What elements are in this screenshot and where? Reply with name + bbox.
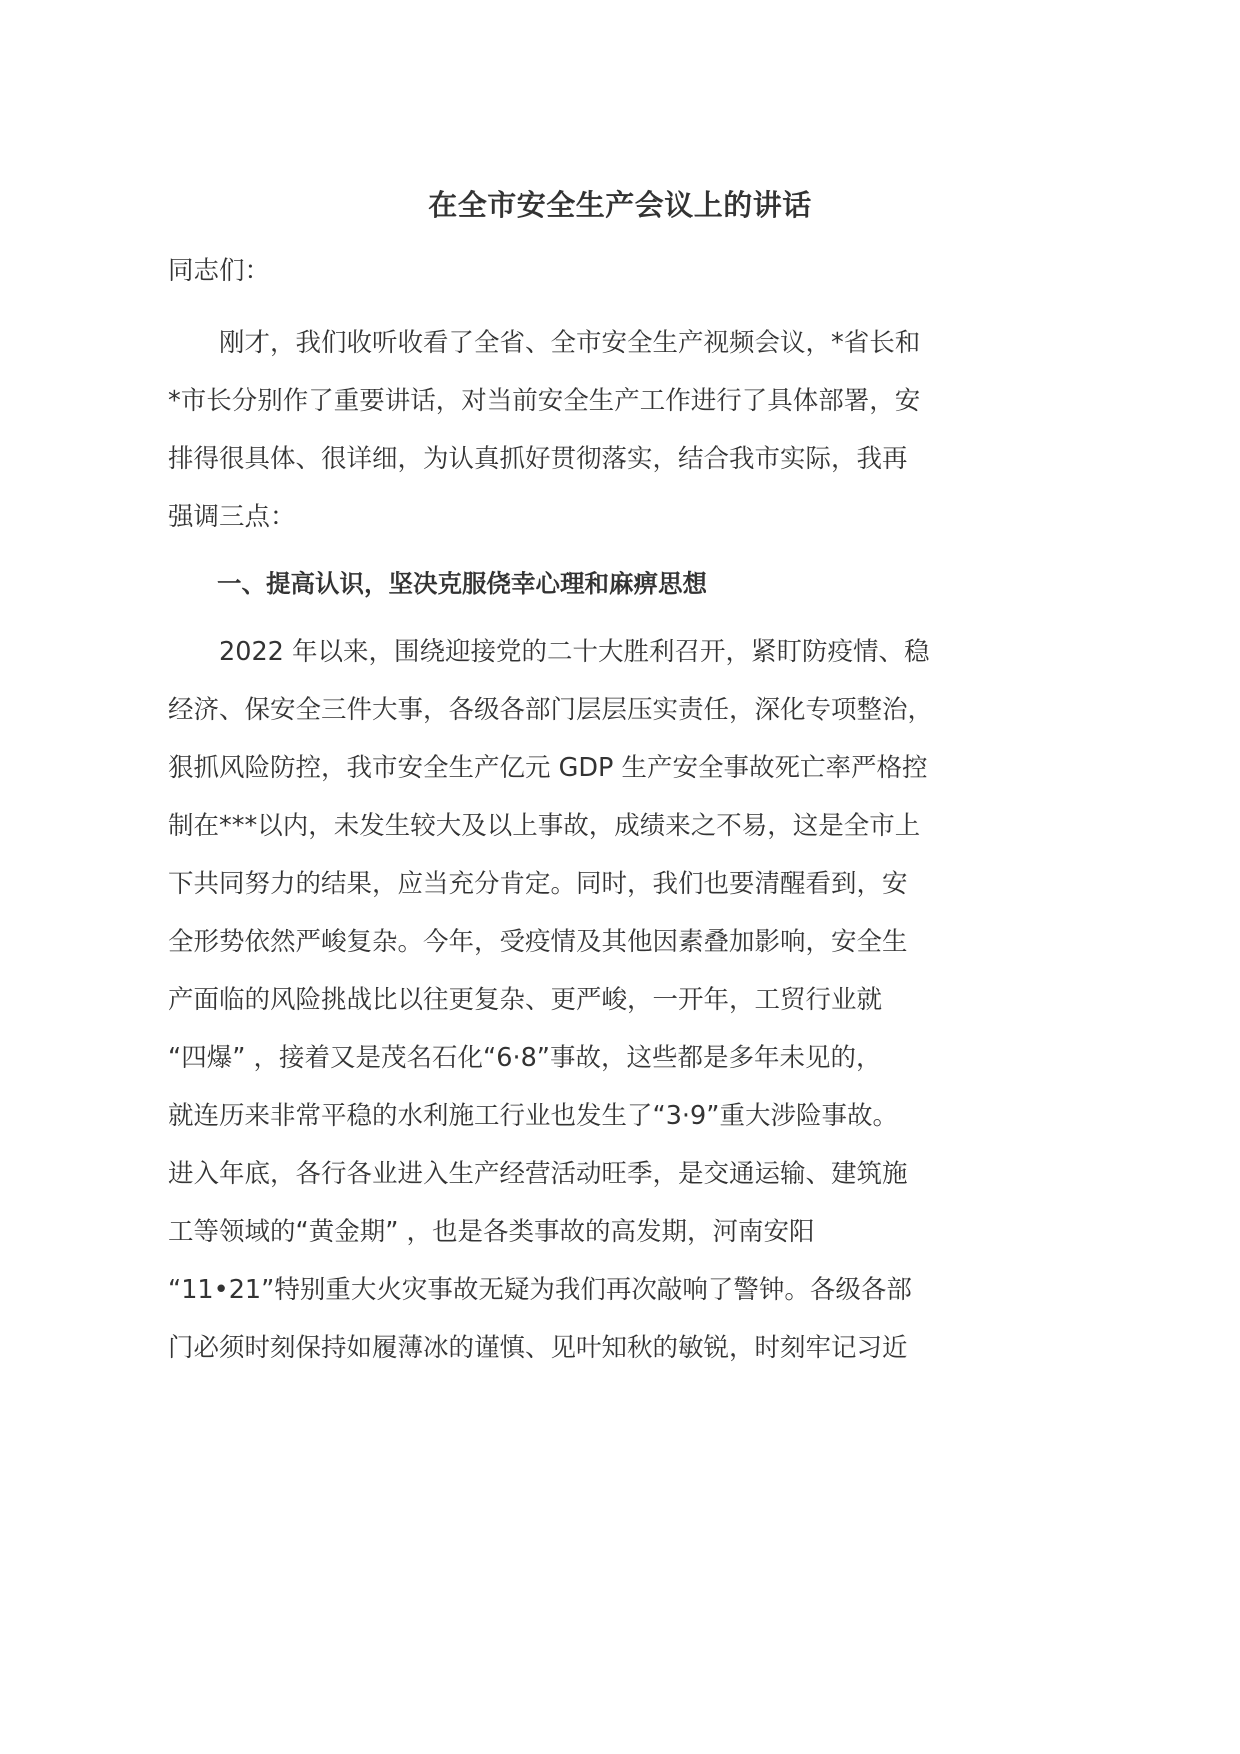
- paragraph-line: 狠抓风险防控，我市安全生产亿元 GDP 生产安全事故死亡率严格控: [168, 753, 928, 783]
- paragraph-line: *市长分别作了重要讲话，对当前安全生产工作进行了具体部署，安: [168, 386, 921, 416]
- paragraph-line: 经济、保安全三件大事，各级各部门层层压实责任，深化专项整治，: [168, 695, 934, 725]
- paragraph-line: 进入年底，各行各业进入生产经营活动旺季，是交通运输、建筑施: [168, 1159, 908, 1189]
- paragraph-line: 排得很具体、很详细，为认真抓好贯彻落实，结合我市实际，我再: [168, 444, 908, 474]
- paragraph-line: 强调三点：: [168, 502, 296, 532]
- paragraph-line: “11•21”特别重大火灾事故无疑为我们再次敲响了警钟。各级各部: [168, 1275, 912, 1305]
- section-heading: 一、提高认识，坚决克服侥幸心理和麻痹思想: [168, 569, 707, 598]
- paragraph-line: 工等领域的“黄金期” ，也是各类事故的高发期，河南安阳: [168, 1217, 815, 1247]
- paragraph-line: “四爆” ，接着又是茂名石化“6·8”事故，这些都是多年未见的，: [168, 1043, 882, 1073]
- paragraph-line: 下共同努力的结果，应当充分肯定。同时，我们也要清醒看到，安: [168, 869, 908, 899]
- paragraph-line: 就连历来非常平稳的水利施工行业也发生了“3·9”重大涉险事故。: [168, 1101, 898, 1131]
- document-title: 在全市安全生产会议上的讲话: [428, 188, 812, 222]
- paragraph-line: 全形势依然严峻复杂。今年，受疫情及其他因素叠加影响，安全生: [168, 927, 908, 957]
- paragraph-line: 刚才，我们收听收看了全省、全市安全生产视频会议，*省长和: [168, 328, 921, 358]
- paragraph-line: 2022 年以来，围绕迎接党的二十大胜利召开，紧盯防疫情、稳: [168, 637, 930, 667]
- salutation: 同志们：: [168, 256, 271, 286]
- paragraph-line: 制在***以内，未发生较大及以上事故，成绩来之不易，这是全市上: [168, 811, 921, 841]
- paragraph-line: 门必须时刻保持如履薄冰的谨慎、见叶知秋的敏锐，时刻牢记习近: [168, 1333, 908, 1363]
- paragraph-line: 产面临的风险挑战比以往更复杂、更严峻，一开年，工贸行业就: [168, 985, 883, 1015]
